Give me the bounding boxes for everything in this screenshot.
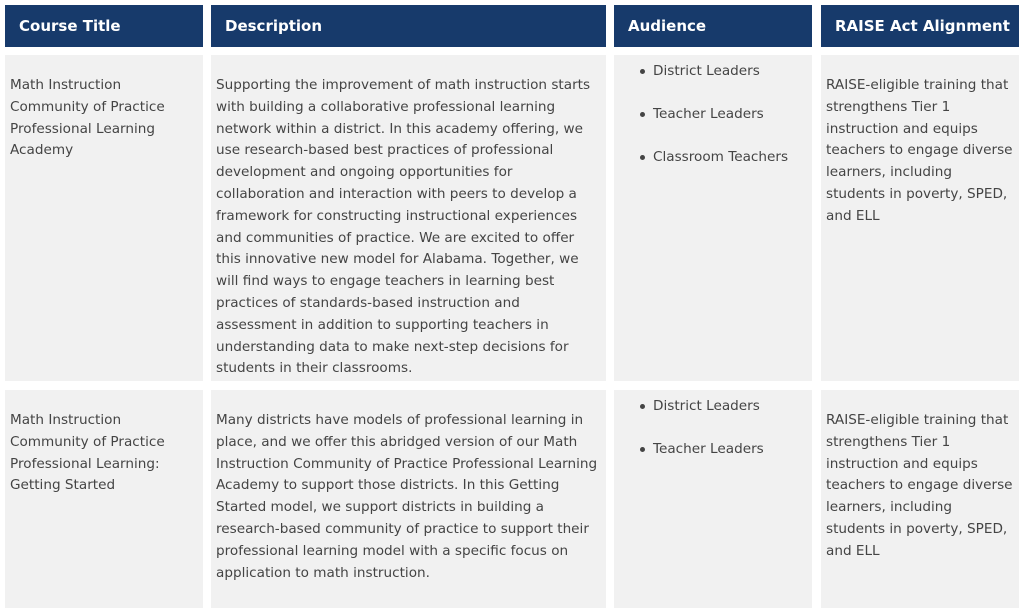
table-row-2-description: [211, 390, 606, 608]
table-row-1-audience: [614, 55, 812, 381]
header-audience: Audience: [614, 5, 812, 47]
audience-item-label: District Leaders: [653, 398, 760, 414]
header-course-title: Course Title: [5, 5, 203, 47]
list-item: [620, 61, 806, 104]
list-item: [620, 396, 806, 439]
list-item: [620, 147, 806, 190]
audience-item-label: Teacher Leaders: [653, 441, 764, 457]
bullet-icon: [640, 447, 645, 452]
table-row-2-audience: [614, 390, 812, 608]
description-text: Many districts have models of professional learning in place, and we offer this abridged version of our Math Instruction Community of Practice Professional Learning Academy to support those districts. In this Getting Started model, we support districts in building a research-based community of practice to support their professional learning model with a specific focus on application to math instruction.: [216, 412, 598, 581]
list-item: [620, 439, 806, 482]
table-row-1-course-title: [5, 55, 203, 381]
header-description: Description: [211, 5, 606, 47]
course-title-text: Math Instruction Community of Practice Professional Learning: Getting Started: [10, 412, 165, 494]
audience-list: [620, 55, 806, 190]
audience-item-label: Teacher Leaders: [653, 106, 764, 122]
audience-item-label: Classroom Teachers: [653, 149, 789, 165]
bullet-icon: [640, 69, 645, 74]
list-item: [620, 104, 806, 147]
course-title-text: Math Instruction Community of Practice Professional Learning Academy: [10, 77, 165, 159]
table-row-2-raise-alignment: [821, 390, 1019, 608]
bullet-icon: [640, 404, 645, 409]
table-row-2-course-title: [5, 390, 203, 608]
raise-alignment-text: RAISE-eligible training that strengthens Tier 1 instruction and equips teachers to engage diverse learners, including students in poverty, SPED, and ELL: [826, 77, 1013, 224]
audience-item-label: District Leaders: [653, 63, 760, 79]
bullet-icon: [640, 155, 645, 160]
table-row-1-raise-alignment: [821, 55, 1019, 381]
table-row-1-description: [211, 55, 606, 381]
description-text: Supporting the improvement of math instruction starts with building a collaborative professional learning network within a district. In this academy offering, we use research-based best practices of professional development and ongoing opportunities for collaboration and interaction with peers to develop a framework for constructing instructional experiences and communities of practice. We are excited to offer this innovative new model for Alabama. Together, we will find ways to engage teachers in learning best practices of standards-based instruction and assessment in addition to supporting teachers in understanding data to make next-step decisions for students in their classrooms.: [216, 77, 591, 377]
bullet-icon: [640, 112, 645, 117]
audience-list: [620, 390, 806, 482]
header-raise-alignment: RAISE Act Alignment: [821, 5, 1019, 47]
raise-alignment-text: RAISE-eligible training that strengthens Tier 1 instruction and equips teachers to engage diverse learners, including students in poverty, SPED, and ELL: [826, 412, 1013, 559]
